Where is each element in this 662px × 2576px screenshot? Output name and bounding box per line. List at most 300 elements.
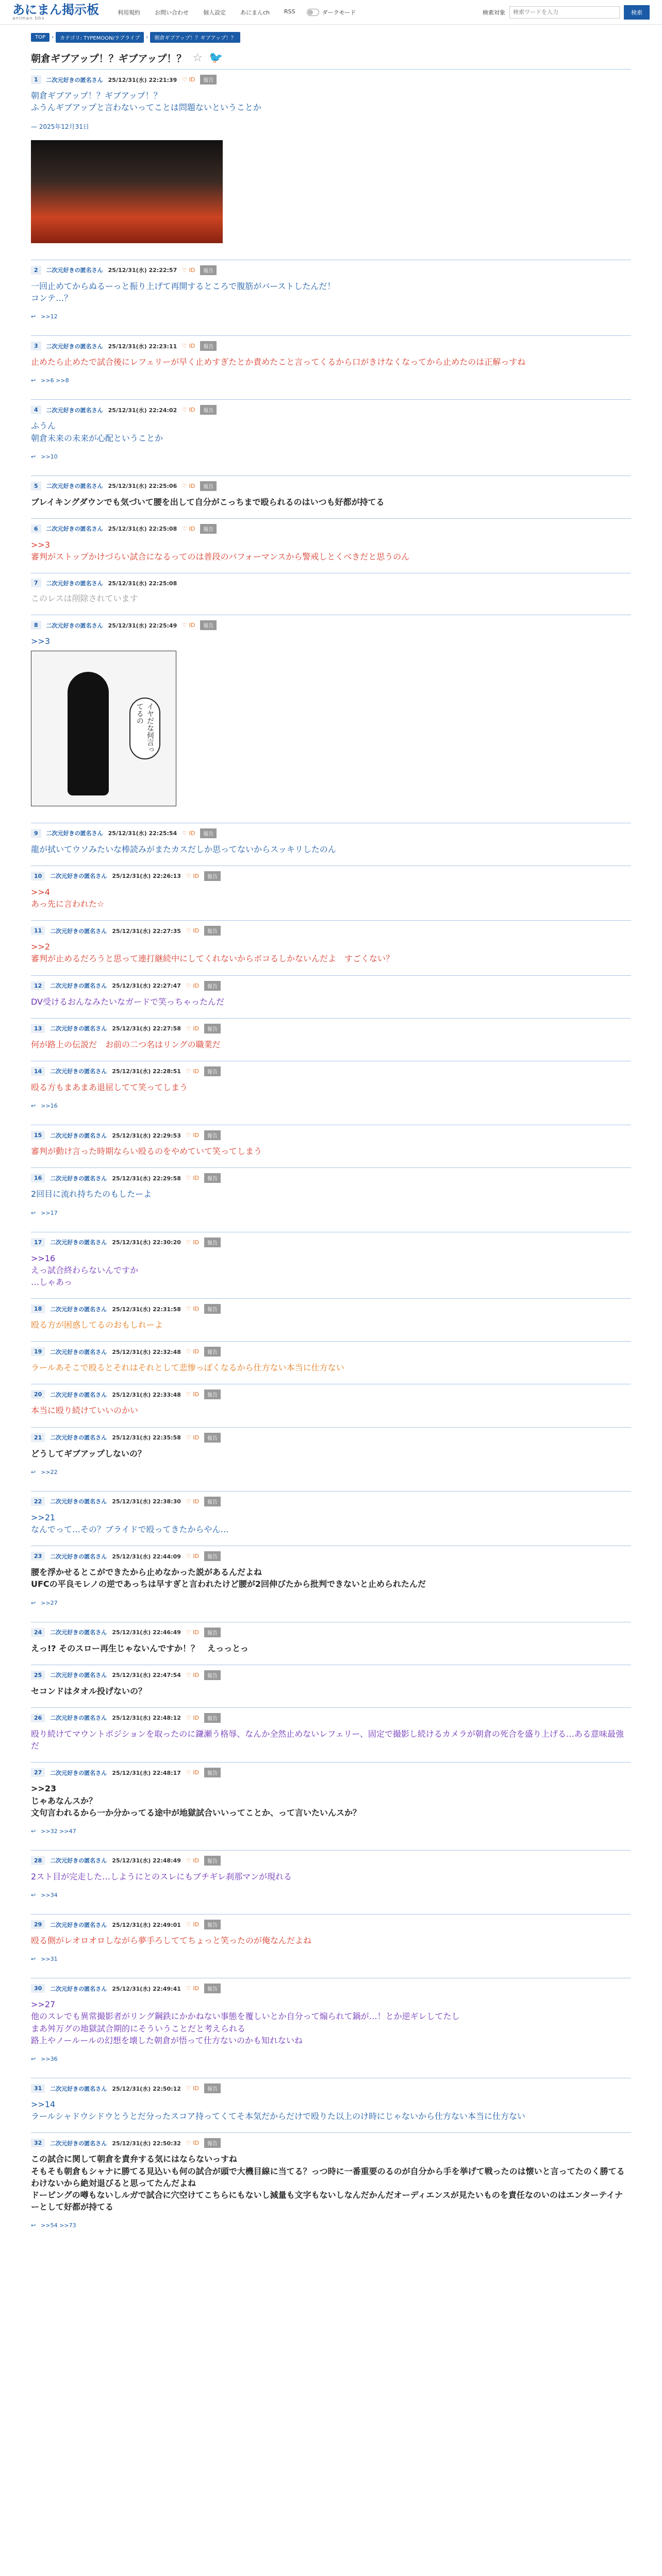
post-header [31,1851,631,1869]
reply-links [31,1466,631,1487]
report-button[interactable]: 報告 [200,405,217,415]
post-body [31,1781,631,1825]
report-button[interactable]: 報告 [200,620,217,630]
report-button[interactable]: 報告 [200,481,217,491]
post [31,2132,631,2240]
post-number[interactable]: 1 [31,75,41,84]
post-line: 殴る側がレオロオロしながら夢手ろしててちょっと笑ったのが俺なんだよね [31,1936,312,1946]
nav-terms[interactable]: 利用規約 [118,9,140,16]
post-author: 二次元好きの匿名さん [50,1921,107,1928]
logo-title[interactable]: あにまん掲示板 [12,2,99,17]
post-number[interactable]: 8 [31,621,41,630]
post-line: 審判が止めるだろうと思って連打継続中にしてくれないからボコるしかないんだよ すごくない？ [31,954,394,964]
heart-icon[interactable]: ♡ ID [186,1025,199,1032]
report-button[interactable]: 報告 [204,1497,221,1506]
reply-anchors[interactable]: >>32 >>47 [41,1827,76,1835]
report-button[interactable]: 報告 [204,1713,221,1723]
post-header [31,1168,631,1186]
post-image[interactable] [31,140,223,243]
like-label: ID [193,1132,199,1139]
heart-icon[interactable]: ♡ ID [186,927,199,935]
like-label: ID [189,76,195,83]
post-body [31,1996,631,2053]
top-nav [118,8,295,16]
heart-icon[interactable]: ♡ ID [182,525,195,532]
post-number[interactable]: 5 [31,482,41,490]
like-label: ID [189,622,195,629]
post [31,69,631,256]
reply-anchors[interactable]: >>54 >>73 [41,2222,76,2229]
post-date: 25/12/31(水) 22:27:58 [112,1025,181,1032]
heart-icon[interactable]: ♡ ID [182,406,195,414]
post-body [31,1726,631,1758]
heart-icon[interactable]: ♡ ID [182,829,195,837]
post-number[interactable]: 17 [31,1238,45,1247]
post-line: >>4 [31,887,50,897]
heart-icon[interactable]: ♡ ID [186,1498,199,1505]
post-line: なんでって…その？ブライドで殴ってきたからやん… [31,1524,229,1535]
search-button[interactable]: 検索 [624,5,650,20]
report-button[interactable]: 報告 [204,981,221,991]
like-label: ID [193,2140,199,2147]
post-author: 二次元好きの匿名さん [50,1306,107,1313]
post [31,1018,631,1057]
like-label: ID [189,343,195,350]
post-number[interactable]: 10 [31,872,45,880]
post [31,1707,631,1758]
post-author: 二次元好きの匿名さん [50,1434,107,1442]
post [31,1850,631,1910]
report-button[interactable]: 報告 [204,1984,221,1993]
like-label: ID [193,1985,199,1992]
post-author: 二次元好きの匿名さん [50,1132,107,1139]
post-line: 何が路上の伝説だ お前の二つ名はリングの職業だ [31,1039,221,1049]
post-body [31,1446,631,1466]
report-button[interactable]: 報告 [204,1304,221,1314]
toggle-switch-icon[interactable] [307,9,319,16]
heart-icon[interactable]: ♡ ID [186,1067,199,1075]
post-number[interactable]: 29 [31,1920,45,1929]
report-button[interactable]: 報告 [204,2083,221,2093]
twitter-share-icon[interactable]: 🐦 [209,52,223,64]
post-number[interactable]: 9 [31,829,41,838]
heart-icon[interactable]: ♡ ID [186,982,199,989]
report-button[interactable]: 報告 [204,1024,221,1033]
post-header [31,1384,631,1402]
page-title: 朝倉ギブアップ！？ギブアップ！？ [31,53,187,64]
post-date: 25/12/31(水) 22:46:49 [112,1629,181,1636]
post-number[interactable]: 19 [31,1347,45,1356]
reply-anchors[interactable]: >>6 >>8 [41,377,69,384]
reply-links [31,1099,631,1121]
post-author: 二次元好きの匿名さん [50,1672,107,1679]
heart-icon[interactable]: ♡ ID [186,1629,199,1636]
post-date: 25/12/31(水) 22:31:58 [112,1306,181,1313]
post-date: 25/12/31(水) 22:22:57 [108,267,177,274]
nav-animanch[interactable]: あにまんch [240,9,270,16]
post [31,2078,631,2128]
post-author: 二次元好きの匿名さん [50,1715,107,1722]
heart-icon[interactable]: ♡ ID [186,2140,199,2147]
post-number[interactable]: 23 [31,1552,45,1561]
like-label: ID [189,482,195,489]
site-logo[interactable] [12,4,99,21]
post-line: DV受けるおんなみたいなガードで笑っちゃったんだ [31,996,224,1007]
post-author: 二次元好きの匿名さん [50,927,107,935]
reply-anchors[interactable]: >>10 [41,453,58,460]
post [31,1546,631,1617]
post-number[interactable]: 21 [31,1433,45,1442]
post-date: 25/12/31(水) 22:25:06 [108,483,177,490]
post-number[interactable]: 6 [31,524,41,533]
post-number[interactable]: 16 [31,1174,45,1182]
reply-anchors[interactable]: >>36 [41,2056,58,2063]
heart-icon[interactable]: ♡ ID [186,1921,199,1928]
post-header [31,1019,631,1037]
report-button[interactable]: 報告 [204,1628,221,1637]
report-button[interactable]: 報告 [204,1433,221,1443]
post-number[interactable]: 22 [31,1497,45,1506]
post-number[interactable]: 27 [31,1768,45,1777]
nav-rss[interactable]: RSS [284,8,295,15]
post-line: 他のスレでも異常撮影者がリング鋼鉄にかかねない事態を覆しいとか自分って煽られて鍋が…！とか逆ギレしてたし [31,2011,460,2022]
post-number[interactable]: 12 [31,981,45,990]
post-header [31,1622,631,1640]
post-author: 二次元好きの匿名さん [46,580,103,587]
post-body [31,1143,631,1163]
post-header [31,1762,631,1781]
breadcrumb-top[interactable]: TOP [31,33,49,42]
reply-anchors[interactable]: >>12 [41,313,58,320]
reply-links [31,450,631,471]
heart-icon[interactable]: ♡ ID [186,2085,199,2092]
post-body [31,1869,631,1889]
post-number[interactable]: 3 [31,342,41,350]
report-button[interactable]: 報告 [204,1768,221,1777]
post-body [31,884,631,916]
breadcrumb-sep-icon: › [52,35,54,40]
reply-icon: ↩ [31,1892,36,1899]
heart-icon[interactable]: ♡ ID [186,1306,199,1313]
post-body [31,1402,631,1422]
post-date: 25/12/31(水) 22:21:39 [108,76,177,83]
like-label: ID [193,1714,199,1721]
post-body [31,1317,631,1337]
post [31,1384,631,1422]
post-date: 25/12/31(水) 22:48:17 [112,1769,181,1776]
post-author: 二次元好きの匿名さん [50,1629,107,1636]
post-author: 二次元好きの匿名さん [50,1498,107,1505]
post-body [31,1250,631,1295]
post-body [31,354,631,374]
post-header [31,400,631,418]
heart-icon[interactable]: ♡ ID [186,1132,199,1139]
post [31,866,631,916]
like-label: ID [193,1348,199,1355]
post-line: 腰を浮かせるとこができたから止めなかった説があるんだよね [31,1567,262,1578]
heart-icon[interactable]: ♡ ID [186,1391,199,1398]
post-header [31,921,631,939]
report-button[interactable]: 報告 [204,1856,221,1866]
reply-anchors[interactable]: >>31 [41,1956,58,1963]
heart-icon[interactable]: ♡ ID [186,1239,199,1246]
post-number[interactable]: 28 [31,1856,45,1865]
report-button[interactable]: 報告 [204,1130,221,1140]
post-date: 25/12/31(水) 22:38:30 [112,1498,181,1505]
post-number[interactable]: 25 [31,1671,45,1680]
post-date: 25/12/31(水) 22:30:20 [112,1239,181,1246]
reply-anchors[interactable]: >>17 [41,1209,58,1216]
post-line: 本当に殴り続けていいのかい [31,1405,139,1416]
star-icon[interactable]: ☆ [192,52,203,64]
post-number[interactable]: 32 [31,2139,45,2147]
post-author: 二次元好きの匿名さん [50,1857,107,1865]
heart-icon[interactable]: ♡ ID [186,1714,199,1721]
post [31,335,631,395]
post [31,573,631,611]
post-number[interactable]: 2 [31,266,41,275]
search-area [483,5,650,20]
post-line: えっ試合終わらないんですか [31,1265,139,1275]
post-date: 25/12/31(水) 22:29:53 [112,1132,181,1139]
post-author: 二次元好きの匿名さん [46,622,103,629]
like-label: ID [193,1306,199,1313]
post-line: ラールシャドウシドウとうとだ分ったスコア持ってくてそ本気だからだけで殴りた以上のけ時にじゃないから仕方ない本当に仕方ない [31,2111,525,2122]
reply-icon: ↩ [31,313,36,320]
post-line: ふうんギブアップと言わないってことは問題ないということか [31,103,261,113]
post-line: コンテ…？ [31,293,73,303]
post-number[interactable]: 31 [31,2084,45,2093]
ring-photo [31,140,223,243]
heart-icon[interactable]: ♡ ID [186,1857,199,1864]
reply-links [31,374,631,395]
reply-anchors[interactable]: >>16 [41,1103,58,1110]
post-line: >>23 [31,1784,57,1794]
report-button[interactable]: 報告 [204,1920,221,1929]
post-date: 25/12/31(水) 22:47:54 [112,1672,181,1679]
post-date-stamp: — 2025年12月31日 [31,123,89,131]
post [31,1298,631,1337]
post-number[interactable]: 26 [31,1714,45,1722]
post-header [31,260,631,278]
post-number[interactable]: 15 [31,1131,45,1140]
post-number[interactable]: 30 [31,1984,45,1993]
reply-links [31,1207,631,1228]
post-header [31,1232,631,1250]
post-date: 25/12/31(水) 22:32:48 [112,1348,181,1355]
heart-icon[interactable]: ♡ ID [186,1671,199,1679]
post [31,1491,631,1541]
post-number[interactable]: 11 [31,926,45,935]
post-author: 二次元好きの匿名さん [46,830,103,837]
like-label: ID [193,982,199,989]
post-date: 25/12/31(水) 22:24:02 [108,406,177,414]
post-line: >>2 [31,942,50,952]
post [31,615,631,818]
like-label: ID [193,1025,199,1032]
heart-icon[interactable]: ♡ ID [186,1553,199,1560]
dark-mode-toggle[interactable] [307,8,356,16]
report-button[interactable]: 報告 [204,1347,221,1357]
post-comic-image[interactable] [31,651,176,806]
post-date: 25/12/31(水) 22:49:01 [112,1921,181,1928]
post-date: 25/12/31(水) 22:49:41 [112,1985,181,1992]
heart-icon[interactable]: ♡ ID [182,622,195,629]
post-header [31,1546,631,1564]
post-line: 止めたら止めたで試合後にレフェリーが早く止めすぎたとか責めたこと言ってくるから口がきけなくなってから止めたのは正解っすね [31,357,526,367]
post-line: 殴る方が困惑してるのおもしれーよ [31,1320,163,1330]
breadcrumb-thread[interactable]: 朝倉ギブアップ！？ギブアップ！？ [150,32,240,43]
post-author: 二次元好きの匿名さん [50,1348,107,1355]
reply-icon: ↩ [31,377,36,384]
heart-icon[interactable]: ♡ ID [186,1175,199,1182]
post [31,518,631,569]
post-header [31,1428,631,1446]
reply-icon: ↩ [31,2056,36,2063]
reply-icon: ↩ [31,1599,36,1606]
report-button[interactable]: 報告 [204,1670,221,1680]
post-date: 25/12/31(水) 22:29:58 [112,1175,181,1182]
nav-settings[interactable]: 個人設定 [203,9,226,16]
post [31,1125,631,1163]
like-label: ID [193,1067,199,1075]
reply-links [31,2219,631,2240]
post [31,1427,631,1487]
post-number[interactable]: 20 [31,1390,45,1399]
post [31,476,631,514]
post-header [31,1665,631,1683]
post-author: 二次元好きの匿名さん [50,1175,107,1182]
post [31,920,631,971]
post-body [31,939,631,971]
post-line: 2スト目が完走した…しようにとのスレにもブチギレ刹那マンが現れる [31,1871,292,1882]
post-date: 25/12/31(水) 22:48:49 [112,1857,181,1865]
post-line: 一回止めてからぬるーっと振り上げて再開するところで腹筋がバーストしたんだ！ [31,281,336,291]
post-line: 朝倉ギブアップ！？ギブアップ！？ [31,91,162,100]
post-date: 25/12/31(水) 22:25:08 [108,580,177,587]
logo-subtitle: animan bbs [12,15,45,21]
post-number[interactable]: 18 [31,1304,45,1313]
heart-icon[interactable]: ♡ ID [186,1434,199,1441]
post-header [31,976,631,994]
post-number[interactable]: 14 [31,1067,45,1076]
post-author: 二次元好きの匿名さん [50,1553,107,1560]
report-button[interactable]: 報告 [204,1066,221,1076]
report-button[interactable]: 報告 [200,828,217,838]
report-button[interactable]: 報告 [200,524,217,534]
post-author: 二次元好きの匿名さん [46,406,103,414]
reply-links [31,1597,631,1618]
post-author: 二次元好きの匿名さん [50,1239,107,1246]
heart-icon[interactable]: ♡ ID [182,343,195,350]
post-number[interactable]: 7 [31,579,41,587]
comic-speech-bubble: イヤだな何言ってるの [129,698,160,759]
post-author: 二次元好きの匿名さん [50,1391,107,1398]
post-date: 25/12/31(水) 22:27:47 [112,982,181,990]
report-button[interactable]: 報告 [204,1551,221,1561]
heart-icon[interactable]: ♡ ID [186,1985,199,1992]
breadcrumb [0,25,662,43]
report-button[interactable]: 報告 [200,341,217,351]
post-date: 25/12/31(水) 22:33:48 [112,1391,181,1398]
post-header [31,476,631,494]
like-label: ID [193,1769,199,1776]
report-button[interactable]: 報告 [204,2138,221,2148]
post-line: じゃあなんスか？ [31,1795,97,1806]
report-button[interactable]: 報告 [204,1173,221,1183]
report-button[interactable]: 報告 [204,1389,221,1399]
post-number[interactable]: 24 [31,1628,45,1637]
like-label: ID [193,1391,199,1398]
post-line: ラールあそこで殴るとそれはそれとして悲惨っぽくなるから仕方ない本当に仕方ない [31,1363,344,1373]
report-button[interactable]: 報告 [204,926,221,936]
post-date: 25/12/31(水) 22:23:11 [108,343,177,350]
heart-icon[interactable]: ♡ ID [182,76,195,83]
post [31,1914,631,1974]
post-author: 二次元好きの匿名さん [46,76,103,83]
breadcrumb-category[interactable]: カテゴリ: TYPEMOON/ラブライブ [56,32,144,43]
post-line: >>14 [31,2099,56,2110]
reply-icon: ↩ [31,1468,36,1476]
post-number[interactable]: 4 [31,405,41,414]
post-number[interactable]: 13 [31,1024,45,1033]
post-body [31,88,631,256]
reply-icon: ↩ [31,1827,36,1835]
post-date: 25/12/31(水) 22:35:58 [112,1434,181,1442]
title-row [31,51,631,65]
search-input[interactable] [509,6,620,19]
report-button[interactable]: 報告 [204,1238,221,1247]
reply-anchors[interactable]: >>22 [41,1468,58,1476]
heart-icon[interactable]: ♡ ID [186,1769,199,1776]
heart-icon[interactable]: ♡ ID [182,482,195,489]
post-line: …しゃあっ [31,1277,72,1287]
post-body [31,841,631,861]
post-header [31,1299,631,1317]
like-label: ID [189,266,195,274]
reply-links [31,310,631,331]
report-button[interactable]: 報告 [204,871,221,881]
post-header [31,1125,631,1143]
post-line: 審判がストップかけづらい試合になるってのは普段のパフォーマンスから警戒しとくべきだと思うのん [31,552,410,562]
dark-mode-label: ダークモード [322,9,356,16]
thread-main [31,43,631,2240]
heart-icon[interactable]: ♡ ID [186,872,199,879]
post-author: 二次元好きの匿名さん [46,267,103,274]
post-body [31,2151,631,2219]
post-body [31,994,631,1014]
like-label: ID [193,1629,199,1636]
post-date: 25/12/31(水) 22:26:13 [112,873,181,880]
post-header [31,573,631,590]
heart-icon[interactable]: ♡ ID [186,1348,199,1355]
reply-anchors[interactable]: >>27 [41,1599,58,1606]
comic-figure [68,672,109,795]
report-button[interactable]: 報告 [200,75,217,84]
post-body [31,537,631,569]
like-label: ID [193,1498,199,1505]
post-author: 二次元好きの匿名さん [46,483,103,490]
post-header [31,2078,631,2096]
nav-contact[interactable]: お問い合わせ [155,9,189,16]
post-author: 二次元好きの匿名さん [50,982,107,990]
post-date: 25/12/31(水) 22:48:12 [112,1715,181,1722]
reply-anchors[interactable]: >>34 [41,1892,58,1899]
report-button[interactable]: 報告 [200,265,217,275]
post-author: 二次元好きの匿名さん [50,1025,107,1032]
post-line: 2回目に流れ持ちたのもしたーよ [31,1189,152,1199]
heart-icon[interactable]: ♡ ID [182,266,195,274]
